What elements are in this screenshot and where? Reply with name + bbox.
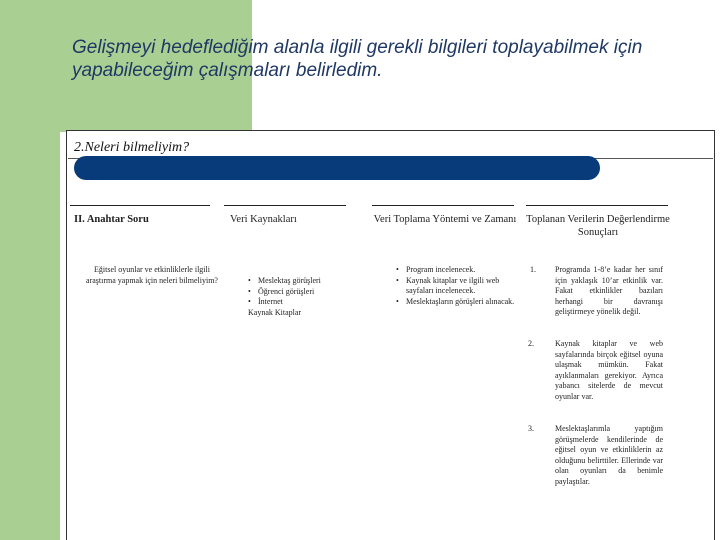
col4-separator [526, 205, 668, 206]
result-text-1: Programda 1-8’e kadar her sınıf için yaklaşık 10’ar etkinlik var. Fakat etkinlikler bazıları herhangi bir davranışı geliştirmeye yönelik değil. [555, 265, 663, 316]
result-number-1: 1. [530, 265, 536, 274]
section-title: 2.Neleri bilmeliyim? [74, 140, 190, 155]
col1-separator [70, 205, 210, 206]
col-header-key-question: II. Anahtar Soru [74, 214, 149, 225]
key-question-text: Eğitsel oyunlar ve etkinliklerle ilgili araştırma yapmak için neleri bilmeliyim? [86, 265, 218, 285]
result-text-3: Meslektaşlarımla yaptığım görüşmelerde kendilerinde de eğitsel oyun ve etkinliklerin az olduğunu belirttiler. Ellerinde var olan oyunları da benimle paylaştılar. [555, 424, 663, 486]
list-item: • Meslektaş görüşleri [248, 276, 358, 287]
col2-separator [224, 205, 346, 206]
list-item: • İnternet [248, 297, 358, 308]
list-item: • Kaynak kitaplar ve ilgili web sayfaları incelenecek. [396, 276, 518, 297]
slide-title: Gelişmeyi hedeflediğim alanla ilgili gerekli bilgileri toplayabilmek için yapabileceğim çalışmaları belirledim. [72, 37, 643, 81]
list-item: • Öğrenci görüşleri [248, 287, 358, 298]
col-header-method: Veri Toplama Yöntemi ve Zamanı [373, 214, 517, 225]
col3-separator [372, 205, 514, 206]
data-sources-cell [248, 276, 358, 318]
data-sources-extra: Kaynak Kitaplar [248, 307, 302, 317]
list-item: • Meslektaşların görüşleri alınacak. [396, 297, 518, 308]
method-cell [396, 265, 518, 307]
blue-banner [74, 156, 600, 180]
slide-accent-bar [0, 0, 60, 540]
result-number-2: 2. [528, 339, 534, 348]
col-header-data-sources: Veri Kaynakları [230, 214, 297, 225]
list-item: • Program incelenecek. [396, 265, 518, 276]
result-text-2: Kaynak kitaplar ve web sayfalarında birçok eğitsel oyuna ulaşmak mümkün. Fakat ayıklanmaları gerekiyor. Ayrıca yabancı sitelerde de mevcut oyunlar var. [555, 339, 663, 401]
result-number-3: 3. [528, 424, 534, 433]
col-header-results: Toplanan Verilerin Değerlendirme Sonuçları [526, 214, 670, 238]
